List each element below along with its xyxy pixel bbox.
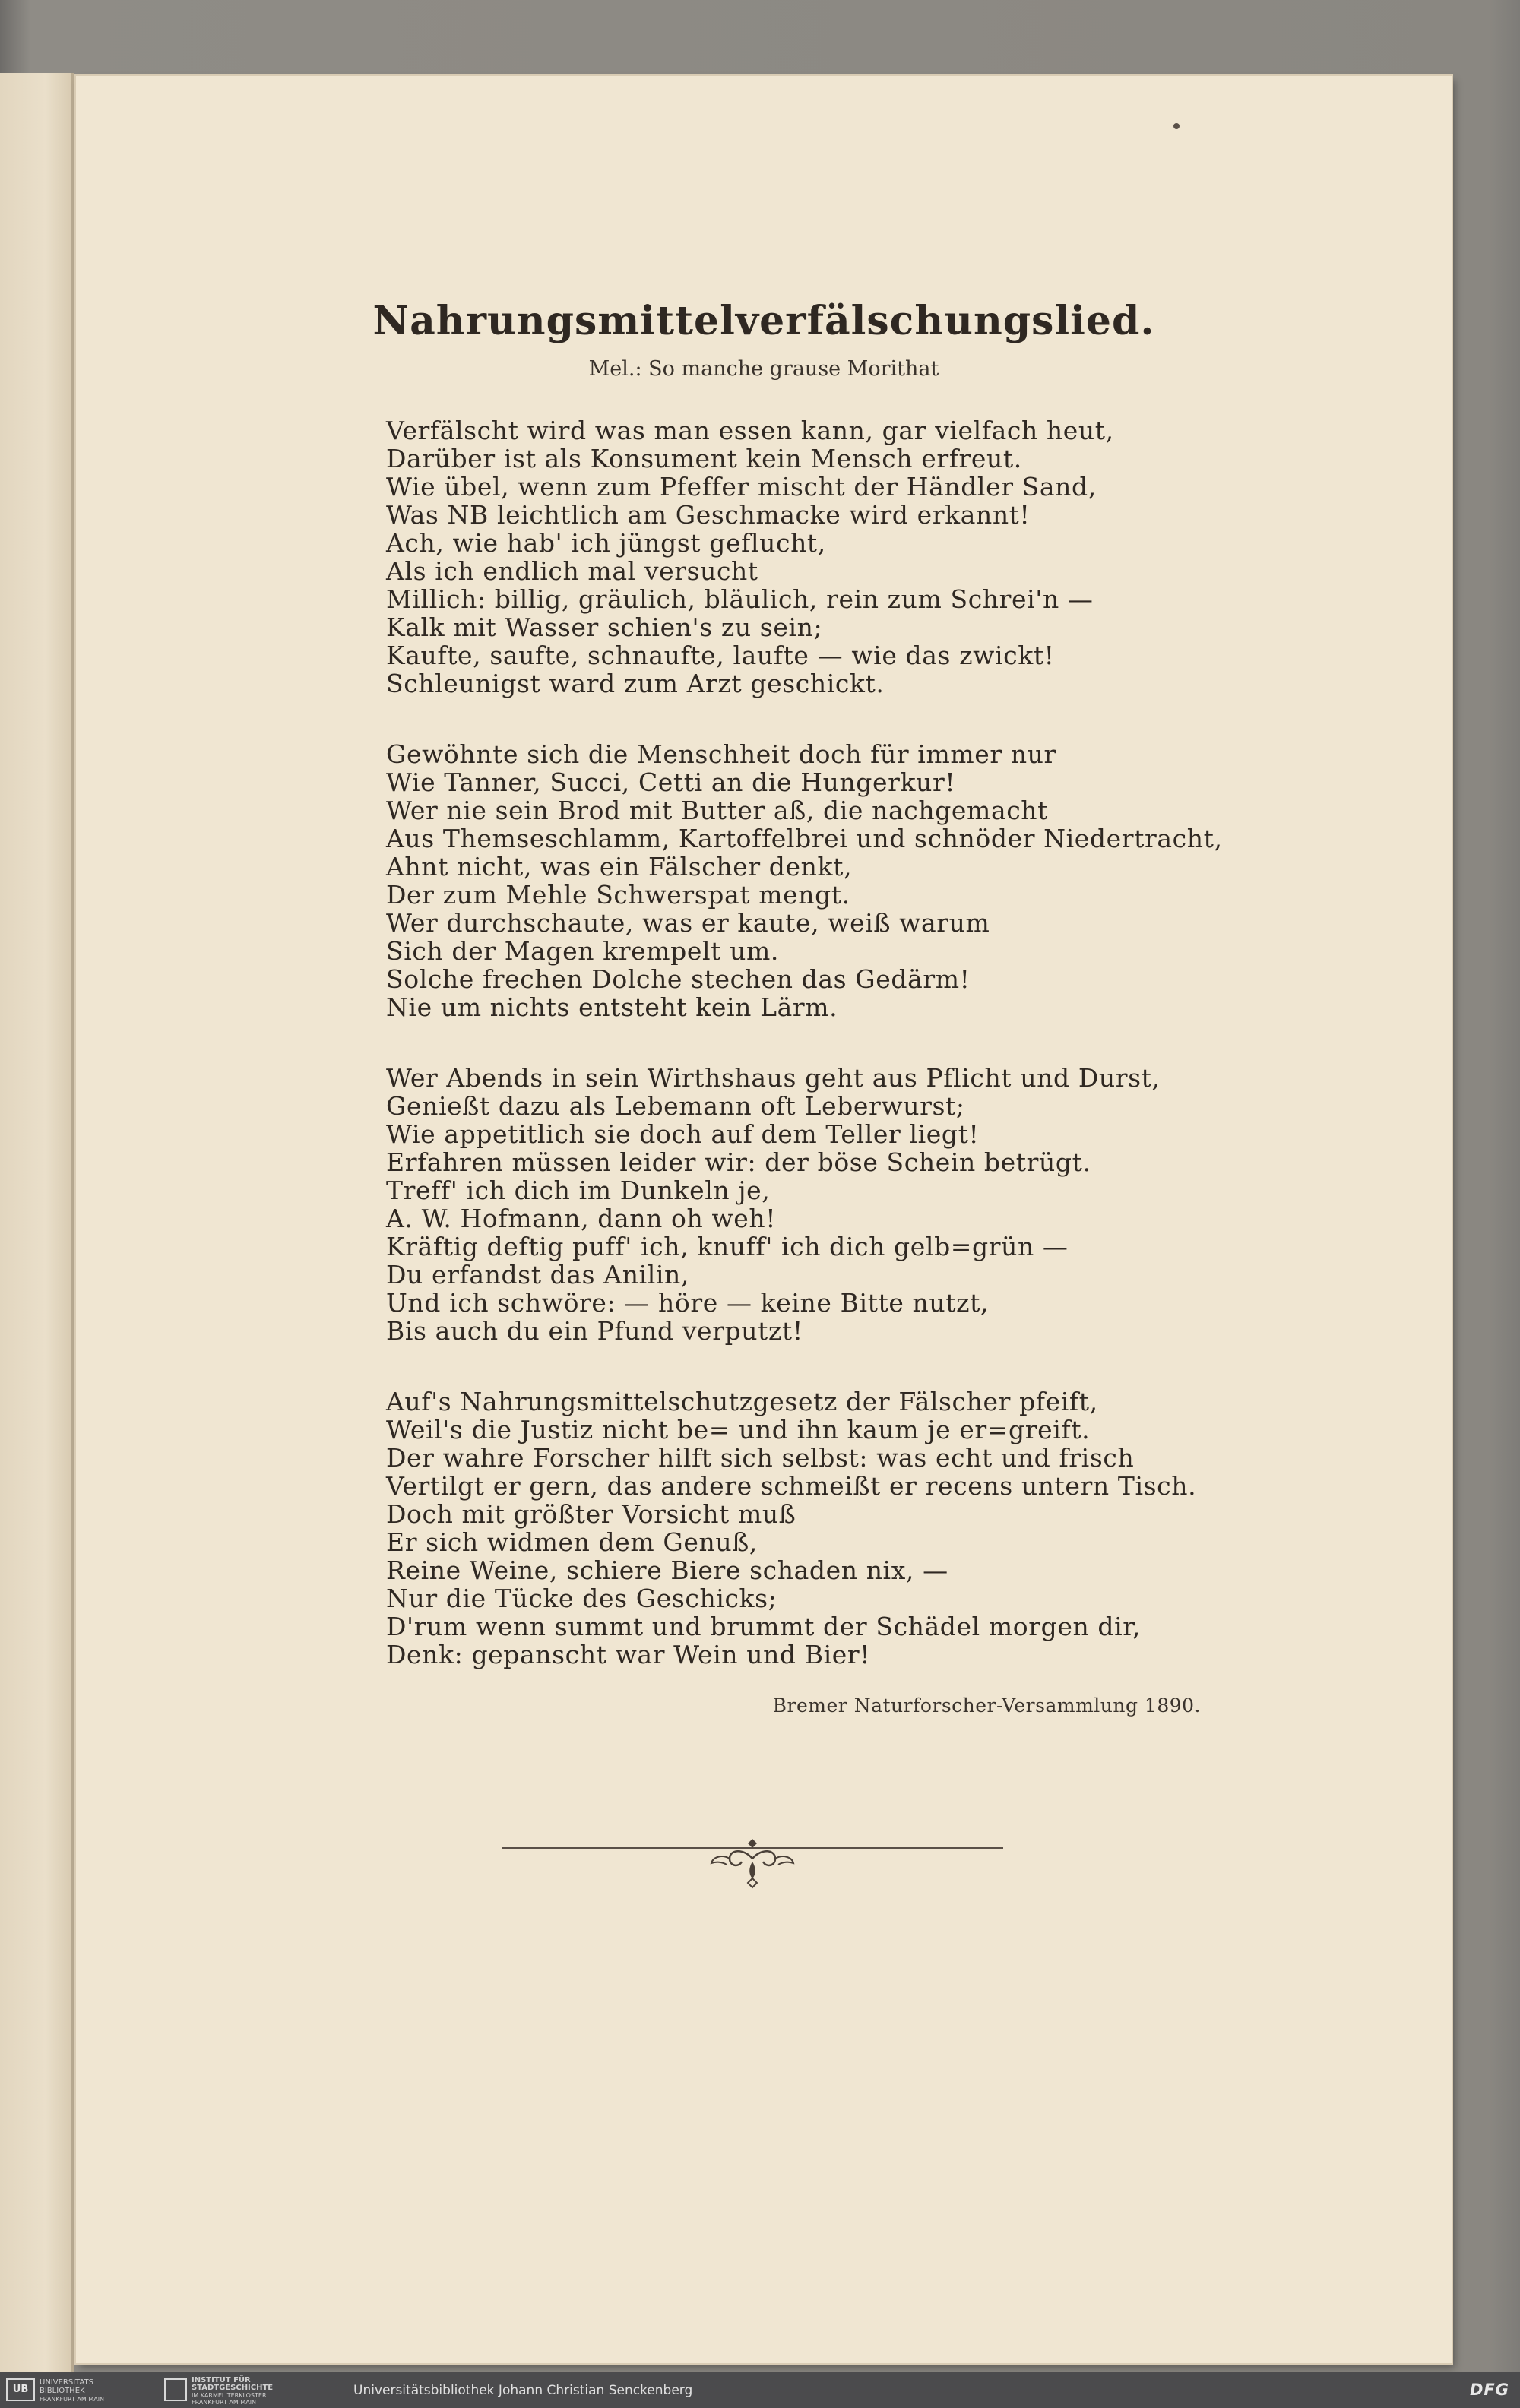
ub-logo[interactable]: UB: [6, 2378, 35, 2401]
verse-line: Sich der Magen krempelt um.: [386, 936, 779, 966]
verse-line: Treff' ich dich im Dunkeln je,: [386, 1176, 771, 1205]
verse-line: Der zum Mehle Schwerspat mengt.: [386, 880, 850, 910]
verse-line: Auf's Nahrungsmittelschutzgesetz der Fälscher pfeift,: [386, 1387, 1098, 1416]
dfg-logo[interactable]: DFG: [1469, 2381, 1509, 2399]
verse-line: Und ich schwöre: — höre — keine Bitte nutzt,: [386, 1288, 990, 1318]
isg-name-line-1: INSTITUT FÜR: [192, 2376, 251, 2384]
verse-line: Der wahre Forscher hilft sich selbst: was echt und frisch: [386, 1443, 1135, 1473]
verse-line: Aus Themseschlamm, Kartoffelbrei und schnöder Niedertracht,: [386, 824, 1223, 853]
verse-line: Gewöhnte sich die Menschheit doch für immer nur: [386, 739, 1056, 769]
ub-name-line-2: BIBLIOTHEK: [40, 2387, 85, 2395]
verse-line: Nur die Tücke des Geschicks;: [386, 1584, 777, 1613]
stanza-3: [386, 1064, 1298, 1345]
verse-line: A. W. Hofmann, dann oh weh!: [386, 1204, 777, 1233]
verse-line: Solche frechen Dolche stechen das Gedärm!: [386, 964, 971, 994]
ink-speck: [1173, 123, 1180, 129]
stanza-4: [386, 1388, 1298, 1669]
melody-note: Mel.: So manche grause Morithat: [588, 357, 939, 381]
isg-name-line-3: IM KARMELITERKLOSTER: [192, 2392, 267, 2399]
viewer-footer-bar: [0, 2372, 1520, 2408]
verse-line: Wer nie sein Brod mit Butter aß, die nachgemacht: [386, 796, 1049, 825]
signature-line: Bremer Naturforscher-Versammlung 1890.: [772, 1694, 1201, 1717]
verse-line: D'rum wenn summt und brummt der Schädel morgen dir,: [386, 1612, 1142, 1641]
stanza-1: [386, 416, 1298, 698]
isg-logo[interactable]: [164, 2378, 187, 2401]
verse-line: Weil's die Justiz nicht be= und ihn kaum je er=greift.: [386, 1415, 1091, 1444]
verse-line: Doch mit größter Vorsicht muß: [386, 1499, 796, 1529]
verse-line: Wie übel, wenn zum Pfeffer mischt der Händler Sand,: [386, 472, 1097, 502]
verse-line: Wie appetitlich sie doch auf dem Teller liegt!: [386, 1119, 980, 1149]
verse-line: Wer Abends in sein Wirthshaus geht aus Pflicht und Durst,: [386, 1063, 1161, 1093]
verse-line: Du erfandst das Anilin,: [386, 1260, 689, 1289]
verse-line: Wer durchschaute, was er kaute, weiß warum: [386, 908, 990, 938]
poem-title: Nahrungsmittelverfälschungslied.: [372, 298, 1155, 344]
verse-line: Wie Tanner, Succi, Cetti an die Hungerkur!: [386, 767, 956, 797]
document-page: [76, 76, 1452, 2363]
ub-name-line-1: UNIVERSITÄTS: [40, 2378, 94, 2387]
verse-line: Er sich widmen dem Genuß,: [386, 1527, 758, 1557]
ornament-divider: [502, 1831, 1003, 1892]
verse-line: Kaufte, saufte, schnaufte, laufte — wie das zwickt!: [386, 641, 1055, 670]
verse-line: Als ich endlich mal versucht: [386, 556, 758, 586]
verse-line: Reine Weine, schiere Biere schaden nix, —: [386, 1555, 948, 1585]
verse-line: Darüber ist als Konsument kein Mensch erfreut.: [386, 444, 1022, 473]
verse-line: Erfahren müssen leider wir: der böse Schein betrügt.: [386, 1147, 1091, 1177]
verse-line: Genießt dazu als Lebemann oft Leberwurst;: [386, 1091, 965, 1121]
verse-line: Was NB leichtlich am Geschmacke wird erkannt!: [386, 500, 1031, 530]
poem-body: [386, 416, 1298, 1711]
isg-name-line-2: STADTGESCHICHTE: [192, 2384, 274, 2392]
ub-name-line-3: FRANKFURT AM MAIN: [40, 2396, 105, 2403]
verse-line: Ach, wie hab' ich jüngst geflucht,: [386, 528, 826, 558]
verse-line: Kalk mit Wasser schien's zu sein;: [386, 612, 823, 642]
library-name[interactable]: Universitätsbibliothek Johann Christian Senckenberg: [353, 2383, 693, 2398]
isg-name-line-4: FRANKFURT AM MAIN: [192, 2399, 257, 2406]
verse-line: Nie um nichts entsteht kein Lärm.: [386, 992, 838, 1022]
facing-page-edge: [0, 73, 74, 2372]
verse-line: Bis auch du ein Pfund verputzt!: [386, 1316, 803, 1346]
verse-line: Schleunigst ward zum Arzt geschickt.: [386, 669, 885, 698]
verse-line: Verfälscht wird was man essen kann, gar vielfach heut,: [386, 416, 1114, 445]
verse-line: Kräftig deftig puff' ich, knuff' ich dich gelb=grün —: [386, 1232, 1069, 1261]
verse-line: Denk: gepanscht war Wein und Bier!: [386, 1640, 871, 1669]
verse-line: Millich: billig, gräulich, bläulich, rein zum Schrei'n —: [386, 584, 1094, 614]
stanza-2: [386, 740, 1298, 1021]
verse-line: Ahnt nicht, was ein Fälscher denkt,: [386, 852, 853, 881]
verse-line: Vertilgt er gern, das andere schmeißt er recens untern Tisch.: [386, 1471, 1197, 1501]
